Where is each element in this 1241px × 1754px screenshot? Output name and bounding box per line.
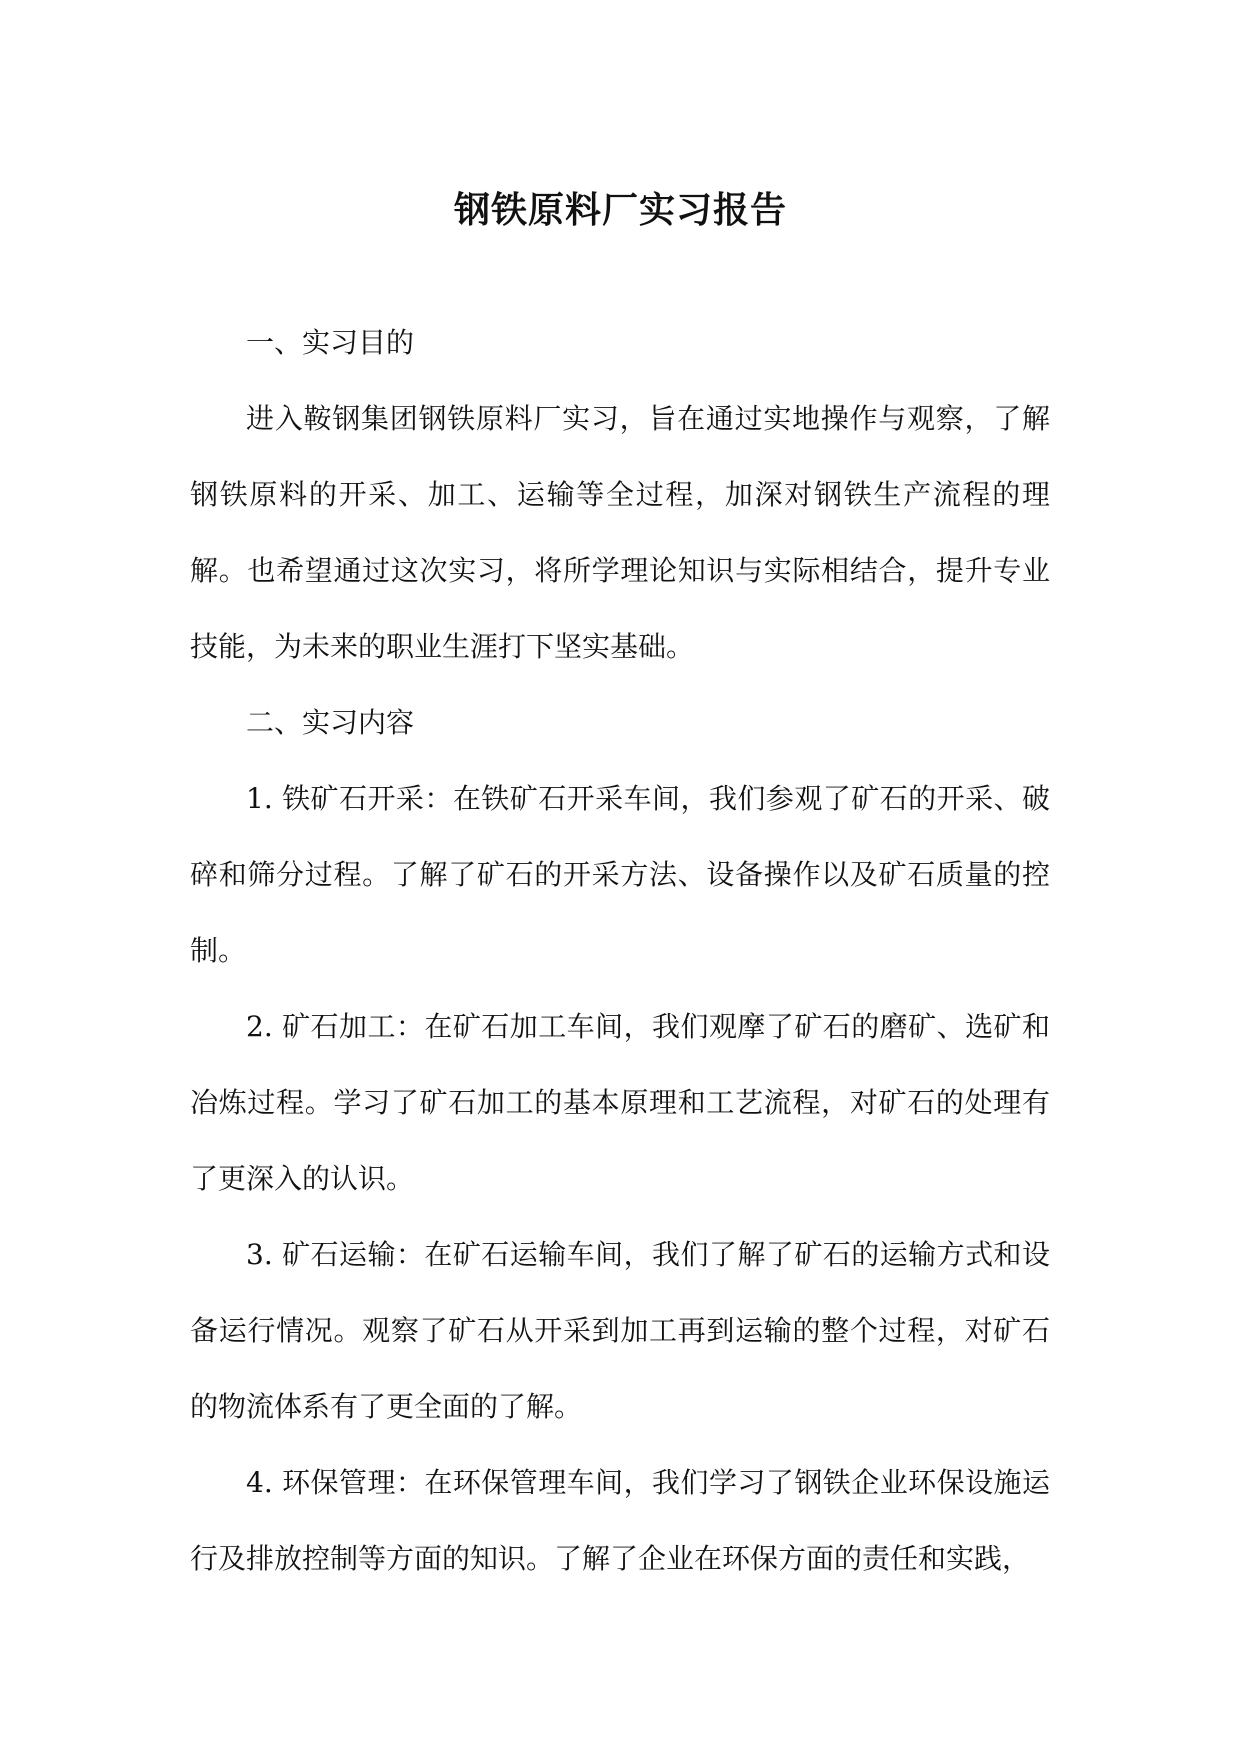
paragraph-transport: 3. 矿石运输：在矿石运输车间，我们了解了矿石的运输方式和设备运行情况。观察了矿石从开采到加工再到运输的整个过程，对矿石的物流体系有了更全面的了解。 — [190, 1238, 1050, 1423]
document-body — [190, 305, 1050, 1597]
paragraph-purpose: 进入鞍钢集团钢铁原料厂实习，旨在通过实地操作与观察，了解钢铁原料的开采、加工、运输等全过程，加深对钢铁生产流程的理解。也希望通过这次实习，将所学理论知识与实际相结合，提升专业技能，为未来的职业生涯打下坚实基础。 — [190, 402, 1050, 663]
section-heading-content: 二、实习内容 — [246, 706, 415, 739]
section-heading-purpose: 一、实习目的 — [246, 326, 415, 359]
paragraph-environment: 4. 环保管理：在环保管理车间，我们学习了钢铁企业环保设施运行及排放控制等方面的知识。了解了企业在环保方面的责任和实践， — [190, 1466, 1050, 1575]
paragraph-mining: 1. 铁矿石开采：在铁矿石开采车间，我们参观了矿石的开采、破碎和筛分过程。了解了矿石的开采方法、设备操作以及矿石质量的控制。 — [190, 782, 1050, 967]
paragraph-processing: 2. 矿石加工：在矿石加工车间，我们观摩了矿石的磨矿、选矿和冶炼过程。学习了矿石加工的基本原理和工艺流程，对矿石的处理有了更深入的认识。 — [190, 1010, 1050, 1195]
document-title: 钢铁原料厂实习报告 — [453, 189, 787, 231]
